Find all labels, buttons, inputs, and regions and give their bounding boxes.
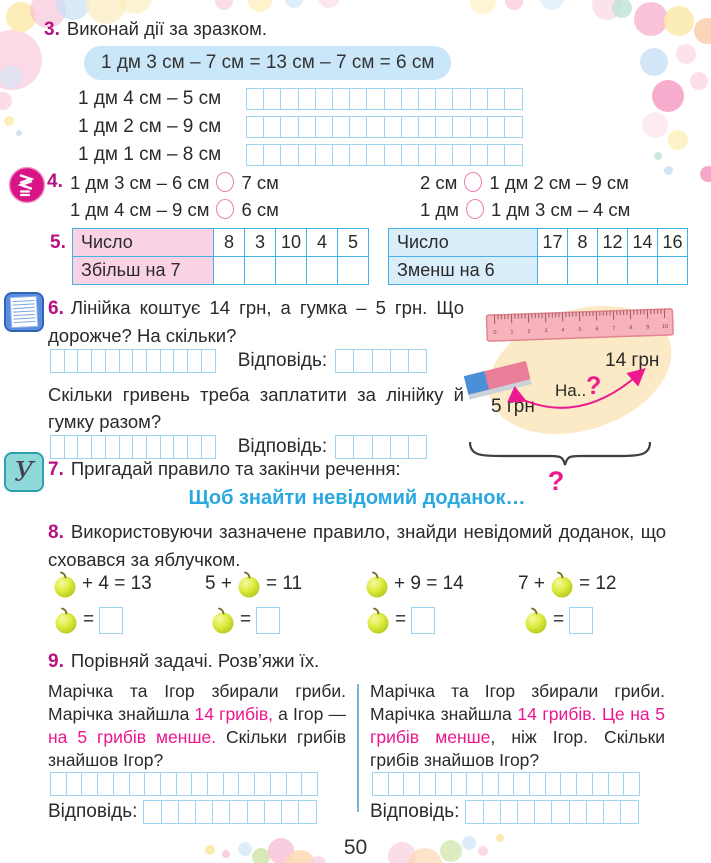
- comparison-circle-input[interactable]: [216, 172, 234, 192]
- total-brace: [470, 442, 650, 465]
- grid-cell[interactable]: [246, 88, 265, 110]
- equation-answer-line: [366, 606, 464, 634]
- answer-grid: [465, 800, 638, 824]
- exercise-title: Порівняй задачі. Розв’яжи їх.: [70, 650, 320, 671]
- svg-text:3: 3: [544, 328, 548, 335]
- grid-cell[interactable]: [280, 116, 299, 138]
- grid-cell[interactable]: [254, 772, 271, 796]
- grid-cell[interactable]: [452, 116, 471, 138]
- exercise-number: 3.: [44, 19, 60, 40]
- expression-row: [78, 144, 523, 166]
- apple-equation: [205, 570, 302, 634]
- grid-cell[interactable]: [384, 116, 403, 138]
- writing-grid: [50, 349, 216, 373]
- problem-segment: а Ігор —: [273, 704, 346, 724]
- grid-cell[interactable]: [372, 349, 392, 373]
- grid-cell[interactable]: [608, 772, 625, 796]
- grid-cell[interactable]: [161, 800, 180, 824]
- grid-cell[interactable]: [66, 772, 83, 796]
- table-value: 16: [658, 229, 688, 257]
- grid-cell[interactable]: [452, 144, 471, 166]
- grid-cell[interactable]: [201, 435, 216, 459]
- grid-cell[interactable]: [390, 349, 410, 373]
- work-row: [50, 435, 427, 459]
- exercise-4-right-column: [420, 169, 630, 223]
- table-value: 4: [307, 229, 338, 257]
- grid-cell[interactable]: [435, 116, 454, 138]
- question-1: [48, 294, 464, 349]
- exercise-title: Виконай дії за зразком.: [66, 18, 267, 39]
- grid-cell[interactable]: [263, 116, 282, 138]
- apple-icon: [211, 607, 235, 634]
- problem-highlight: Це на 5 грибів менше: [370, 704, 665, 747]
- expression-row: [78, 116, 523, 138]
- grid-cell[interactable]: [435, 772, 452, 796]
- apple-icon: [524, 607, 548, 634]
- grid-cell[interactable]: [280, 88, 299, 110]
- exercise-number: 5.: [50, 232, 66, 253]
- expression: 6 см: [241, 199, 279, 220]
- grid-cell[interactable]: [482, 772, 499, 796]
- grid-cell[interactable]: [418, 88, 437, 110]
- grid-cell[interactable]: [487, 144, 506, 166]
- grid-cell[interactable]: [195, 800, 214, 824]
- exercise-7-title: [48, 458, 401, 481]
- table-cell-empty[interactable]: [658, 257, 688, 285]
- grid-cell[interactable]: [143, 800, 162, 824]
- apple-icon: [54, 607, 78, 634]
- apple-icon: [237, 571, 261, 598]
- problem-text: [48, 680, 346, 772]
- grid-cell[interactable]: [603, 800, 622, 824]
- equals-sign: =: [395, 609, 407, 630]
- grid-cell[interactable]: [403, 772, 420, 796]
- table-cell-empty[interactable]: [538, 257, 568, 285]
- problem-highlight: на 5 грибів менше.: [48, 727, 217, 747]
- answer-box[interactable]: [411, 607, 435, 634]
- table-value: 17: [538, 229, 568, 257]
- exercise-number: 9.: [48, 651, 64, 672]
- answer-grid: [143, 800, 316, 824]
- grid-cell[interactable]: [315, 116, 334, 138]
- grid-cell[interactable]: [81, 772, 98, 796]
- grid-cell[interactable]: [332, 144, 351, 166]
- grid-cell[interactable]: [586, 800, 605, 824]
- grid-cell[interactable]: [372, 772, 389, 796]
- writing-grid: [372, 772, 665, 796]
- grid-cell[interactable]: [576, 772, 593, 796]
- grid-cell[interactable]: [246, 116, 265, 138]
- expression-label: 1 дм 4 см – 5 см: [78, 88, 222, 109]
- grid-cell[interactable]: [504, 88, 523, 110]
- answer-grid: [335, 349, 427, 373]
- ruler-image: [486, 309, 673, 341]
- grid-cell[interactable]: [264, 800, 283, 824]
- equation-answer-line: [54, 606, 152, 634]
- exercise-3-title: [44, 18, 267, 41]
- equals-sign: =: [83, 609, 95, 630]
- answer-row: [48, 800, 346, 824]
- table-cell-empty[interactable]: [598, 257, 628, 285]
- equation-text: 7 +: [518, 573, 545, 594]
- grid-cell[interactable]: [569, 800, 588, 824]
- grid-cell[interactable]: [465, 800, 484, 824]
- grid-cell[interactable]: [246, 144, 265, 166]
- difference-label: На..: [555, 381, 587, 400]
- exercise-title-text: Використовуючи зазначене правило, знайди невідомий доданок, що сховався за яблучком.: [48, 521, 666, 570]
- grid-cell[interactable]: [298, 800, 317, 824]
- grid-cell[interactable]: [113, 772, 130, 796]
- grid-cell[interactable]: [470, 88, 489, 110]
- table-cell-empty[interactable]: [214, 257, 245, 285]
- column-divider: [357, 684, 359, 812]
- grid-cell[interactable]: [366, 144, 385, 166]
- svg-text:1: 1: [510, 329, 514, 336]
- grid-cell[interactable]: [129, 772, 146, 796]
- comparison-circle-input[interactable]: [216, 199, 234, 219]
- grid-cell[interactable]: [332, 116, 351, 138]
- writing-grid: [246, 144, 523, 166]
- equation-line: [360, 570, 464, 598]
- table-value: 14: [628, 229, 658, 257]
- expression: 1 дм: [420, 199, 459, 220]
- grid-cell[interactable]: [545, 772, 562, 796]
- grid-cell[interactable]: [504, 144, 523, 166]
- grid-cell[interactable]: [483, 800, 502, 824]
- problem-segment: Марічка та Ігор збирали гриби. Марічка знайшла: [48, 681, 346, 724]
- expression: 2 см: [420, 172, 458, 193]
- svg-text:2: 2: [527, 328, 531, 335]
- grid-cell[interactable]: [623, 772, 640, 796]
- grid-cell[interactable]: [315, 88, 334, 110]
- answer-label: Відповідь:: [237, 350, 328, 371]
- equation-line: [205, 570, 302, 598]
- equation-text: = 11: [265, 573, 303, 594]
- table-row-label: Число: [389, 229, 538, 257]
- grid-cell[interactable]: [418, 144, 437, 166]
- grid-cell[interactable]: [349, 116, 368, 138]
- comparison-circle-input[interactable]: [466, 199, 484, 219]
- rule-heading: Щоб знайти невідомий доданок…: [188, 487, 526, 509]
- grid-cell[interactable]: [229, 800, 248, 824]
- exercise-number: 7.: [48, 459, 64, 480]
- equation-line: [48, 570, 152, 598]
- comparison-row: [70, 196, 279, 223]
- exercise-title: Пригадай правило та закінчи речення:: [70, 458, 401, 479]
- apple-equation: [48, 570, 152, 634]
- grid-cell[interactable]: [298, 88, 317, 110]
- grid-cell[interactable]: [388, 772, 405, 796]
- answer-label: Відповідь:: [370, 801, 460, 822]
- grid-cell[interactable]: [435, 88, 454, 110]
- grid-cell[interactable]: [263, 88, 282, 110]
- page-number: 50: [343, 836, 368, 859]
- svg-text:9: 9: [646, 324, 650, 331]
- table-value: 8: [568, 229, 598, 257]
- expression: 1 дм 3 см – 6 см: [70, 172, 210, 193]
- grid-cell[interactable]: [353, 435, 373, 459]
- problem-segment: , ніж Ігор. Скільки грибів знайшов Ігор?: [370, 727, 665, 770]
- svg-text:10: 10: [661, 323, 669, 331]
- answer-box[interactable]: [99, 607, 123, 634]
- apple-icon: [366, 607, 390, 634]
- equation-text: = 12: [578, 573, 617, 594]
- problem-highlight: 14 грибів,: [194, 704, 274, 724]
- table-cell-empty[interactable]: [568, 257, 598, 285]
- problem-segment: Скільки грибів знайшов Ігор?: [48, 727, 346, 770]
- grid-cell[interactable]: [176, 772, 193, 796]
- grid-cell[interactable]: [498, 772, 515, 796]
- grid-cell[interactable]: [529, 772, 546, 796]
- grid-cell[interactable]: [212, 800, 231, 824]
- table-row-label: Число: [73, 229, 214, 257]
- apple-icon: [365, 571, 389, 598]
- table-cell-empty[interactable]: [338, 257, 369, 285]
- grid-cell[interactable]: [144, 772, 161, 796]
- grid-cell[interactable]: [178, 800, 197, 824]
- exercise-8-title: [48, 518, 666, 573]
- table-cell-empty[interactable]: [245, 257, 276, 285]
- comparison-circle-input[interactable]: [464, 172, 482, 192]
- grid-cell[interactable]: [280, 144, 299, 166]
- grid-cell[interactable]: [551, 800, 570, 824]
- table-cell-empty[interactable]: [307, 257, 338, 285]
- rule-icon: [4, 452, 44, 492]
- table-value: 5: [338, 229, 369, 257]
- svg-text:0: 0: [493, 329, 497, 337]
- svg-text:7: 7: [612, 325, 616, 332]
- grid-cell[interactable]: [335, 349, 355, 373]
- expression: 1 дм 4 см – 9 см: [70, 199, 210, 220]
- grid-cell[interactable]: [160, 772, 177, 796]
- problem-right-column: [370, 680, 665, 824]
- grid-cell[interactable]: [500, 800, 519, 824]
- grid-cell[interactable]: [487, 88, 506, 110]
- grid-cell[interactable]: [372, 435, 392, 459]
- grid-cell[interactable]: [384, 144, 403, 166]
- exercise-number: 4.: [47, 171, 63, 192]
- grid-cell[interactable]: [451, 772, 468, 796]
- equation-text: 5 +: [205, 573, 232, 594]
- grid-cell[interactable]: [592, 772, 609, 796]
- grid-cell[interactable]: [207, 772, 224, 796]
- work-row: [50, 349, 427, 373]
- grid-cell[interactable]: [298, 144, 317, 166]
- example-box: 1 дм 3 см – 7 см = 13 см – 7 см = 6 см: [84, 46, 451, 80]
- answer-row: [370, 800, 665, 824]
- grid-cell[interactable]: [487, 116, 506, 138]
- svg-text:6: 6: [595, 326, 599, 333]
- grid-cell[interactable]: [263, 144, 282, 166]
- exercise-4-left-column: [70, 169, 279, 223]
- decrease-table: [388, 228, 688, 285]
- grid-cell[interactable]: [353, 349, 373, 373]
- grid-cell[interactable]: [335, 435, 355, 459]
- equation-line: [518, 570, 616, 598]
- svg-text:У: У: [14, 457, 34, 488]
- grid-cell[interactable]: [281, 800, 300, 824]
- table-value: 10: [276, 229, 307, 257]
- table-value: 12: [598, 229, 628, 257]
- writing-grid: [50, 772, 346, 796]
- grid-cell[interactable]: [418, 116, 437, 138]
- grid-cell[interactable]: [223, 772, 240, 796]
- equation-answer-line: [524, 606, 616, 634]
- grid-cell[interactable]: [390, 435, 410, 459]
- table-value: 3: [245, 229, 276, 257]
- grid-cell[interactable]: [247, 800, 266, 824]
- apple-equation: [518, 570, 616, 634]
- grid-cell[interactable]: [201, 349, 216, 373]
- grid-cell[interactable]: [97, 772, 114, 796]
- apple-icon: [53, 571, 77, 598]
- grid-cell[interactable]: [517, 800, 536, 824]
- exercise-number: 8.: [48, 522, 64, 543]
- equation-text: + 4 = 13: [82, 573, 152, 594]
- expression: 7 см: [241, 172, 279, 193]
- ruler-price-label: 14 грн: [605, 350, 660, 371]
- table-cell-empty[interactable]: [276, 257, 307, 285]
- writing-grid: [246, 88, 523, 110]
- grid-cell[interactable]: [384, 88, 403, 110]
- table-row-label: Зменш на 6: [389, 257, 538, 285]
- apple-equation: [360, 570, 464, 634]
- grid-cell[interactable]: [560, 772, 577, 796]
- problem-text: [370, 680, 665, 772]
- table-row-label: Збільш на 7: [73, 257, 214, 285]
- table-value: 8: [214, 229, 245, 257]
- writing-grid: [246, 116, 523, 138]
- grid-cell[interactable]: [191, 772, 208, 796]
- grid-cell[interactable]: [620, 800, 639, 824]
- grid-cell[interactable]: [435, 144, 454, 166]
- grid-cell[interactable]: [419, 772, 436, 796]
- grid-cell[interactable]: [408, 435, 428, 459]
- grid-cell[interactable]: [332, 88, 351, 110]
- exercise-number: 6.: [48, 298, 64, 319]
- comparison-row: [420, 169, 630, 196]
- equation-answer-line: [211, 606, 302, 634]
- exercise-9-title: [48, 650, 319, 673]
- total-question-mark: ?: [547, 466, 565, 495]
- svg-text:4: 4: [561, 327, 565, 334]
- grid-cell[interactable]: [315, 144, 334, 166]
- ruler-eraser-illustration: [455, 290, 711, 495]
- problem-highlight: 14 грибів.: [517, 704, 597, 724]
- grid-cell[interactable]: [270, 772, 287, 796]
- comparison-row: [70, 169, 279, 196]
- answer-grid: [335, 435, 427, 459]
- grid-cell[interactable]: [366, 88, 385, 110]
- table-cell-empty[interactable]: [628, 257, 658, 285]
- grid-cell[interactable]: [50, 772, 67, 796]
- answer-box[interactable]: [256, 607, 280, 634]
- eraser-price-label: 5 грн: [491, 396, 535, 417]
- grid-cell[interactable]: [401, 116, 420, 138]
- expression-label: 1 дм 1 см – 8 см: [78, 144, 222, 165]
- answer-label: Відповідь:: [48, 801, 138, 822]
- writing-grid: [50, 435, 216, 459]
- grid-cell[interactable]: [401, 144, 420, 166]
- notebook-icon: [4, 292, 44, 332]
- answer-label: Відповідь:: [237, 436, 328, 457]
- grid-cell[interactable]: [470, 144, 489, 166]
- grid-cell[interactable]: [349, 88, 368, 110]
- grid-cell[interactable]: [349, 144, 368, 166]
- problem-segment: Марічка та Ігор збирали гриби. Марічка знайшла: [370, 681, 665, 724]
- apple-icon: [550, 571, 574, 598]
- grid-cell[interactable]: [470, 116, 489, 138]
- increase-table: [72, 228, 369, 285]
- problem-left-column: [48, 680, 346, 824]
- grid-cell[interactable]: [301, 772, 318, 796]
- expression: 1 дм 2 см – 9 см: [489, 172, 629, 193]
- exercise-3-rows: [78, 88, 523, 172]
- expression: 1 дм 3 см – 4 см: [490, 199, 631, 220]
- grid-cell[interactable]: [238, 772, 255, 796]
- answer-box[interactable]: [569, 607, 593, 634]
- svg-text:5: 5: [578, 326, 582, 334]
- compare-task-icon: [8, 166, 46, 204]
- expression-label: 1 дм 2 см – 9 см: [78, 116, 222, 137]
- comparison-row: [420, 196, 630, 223]
- expression-row: [78, 88, 523, 110]
- svg-text:8: 8: [629, 325, 633, 332]
- grid-cell[interactable]: [513, 772, 530, 796]
- question-text: Лінійка коштує 14 грн, а гумка – 5 грн. Що дорожче? На скільки?: [48, 297, 464, 346]
- equals-sign: =: [553, 609, 565, 630]
- grid-cell[interactable]: [366, 116, 385, 138]
- grid-cell[interactable]: [466, 772, 483, 796]
- grid-cell[interactable]: [401, 88, 420, 110]
- equation-text: + 9 = 14: [394, 573, 464, 594]
- grid-cell[interactable]: [298, 116, 317, 138]
- question-2: Скільки гривень треба заплатити за лінійку й гумку разом?: [48, 384, 464, 432]
- grid-cell[interactable]: [534, 800, 553, 824]
- grid-cell[interactable]: [452, 88, 471, 110]
- difference-question-mark: ?: [586, 372, 602, 400]
- grid-cell[interactable]: [286, 772, 303, 796]
- grid-cell[interactable]: [408, 349, 428, 373]
- equals-sign: =: [240, 609, 252, 630]
- grid-cell[interactable]: [504, 116, 523, 138]
